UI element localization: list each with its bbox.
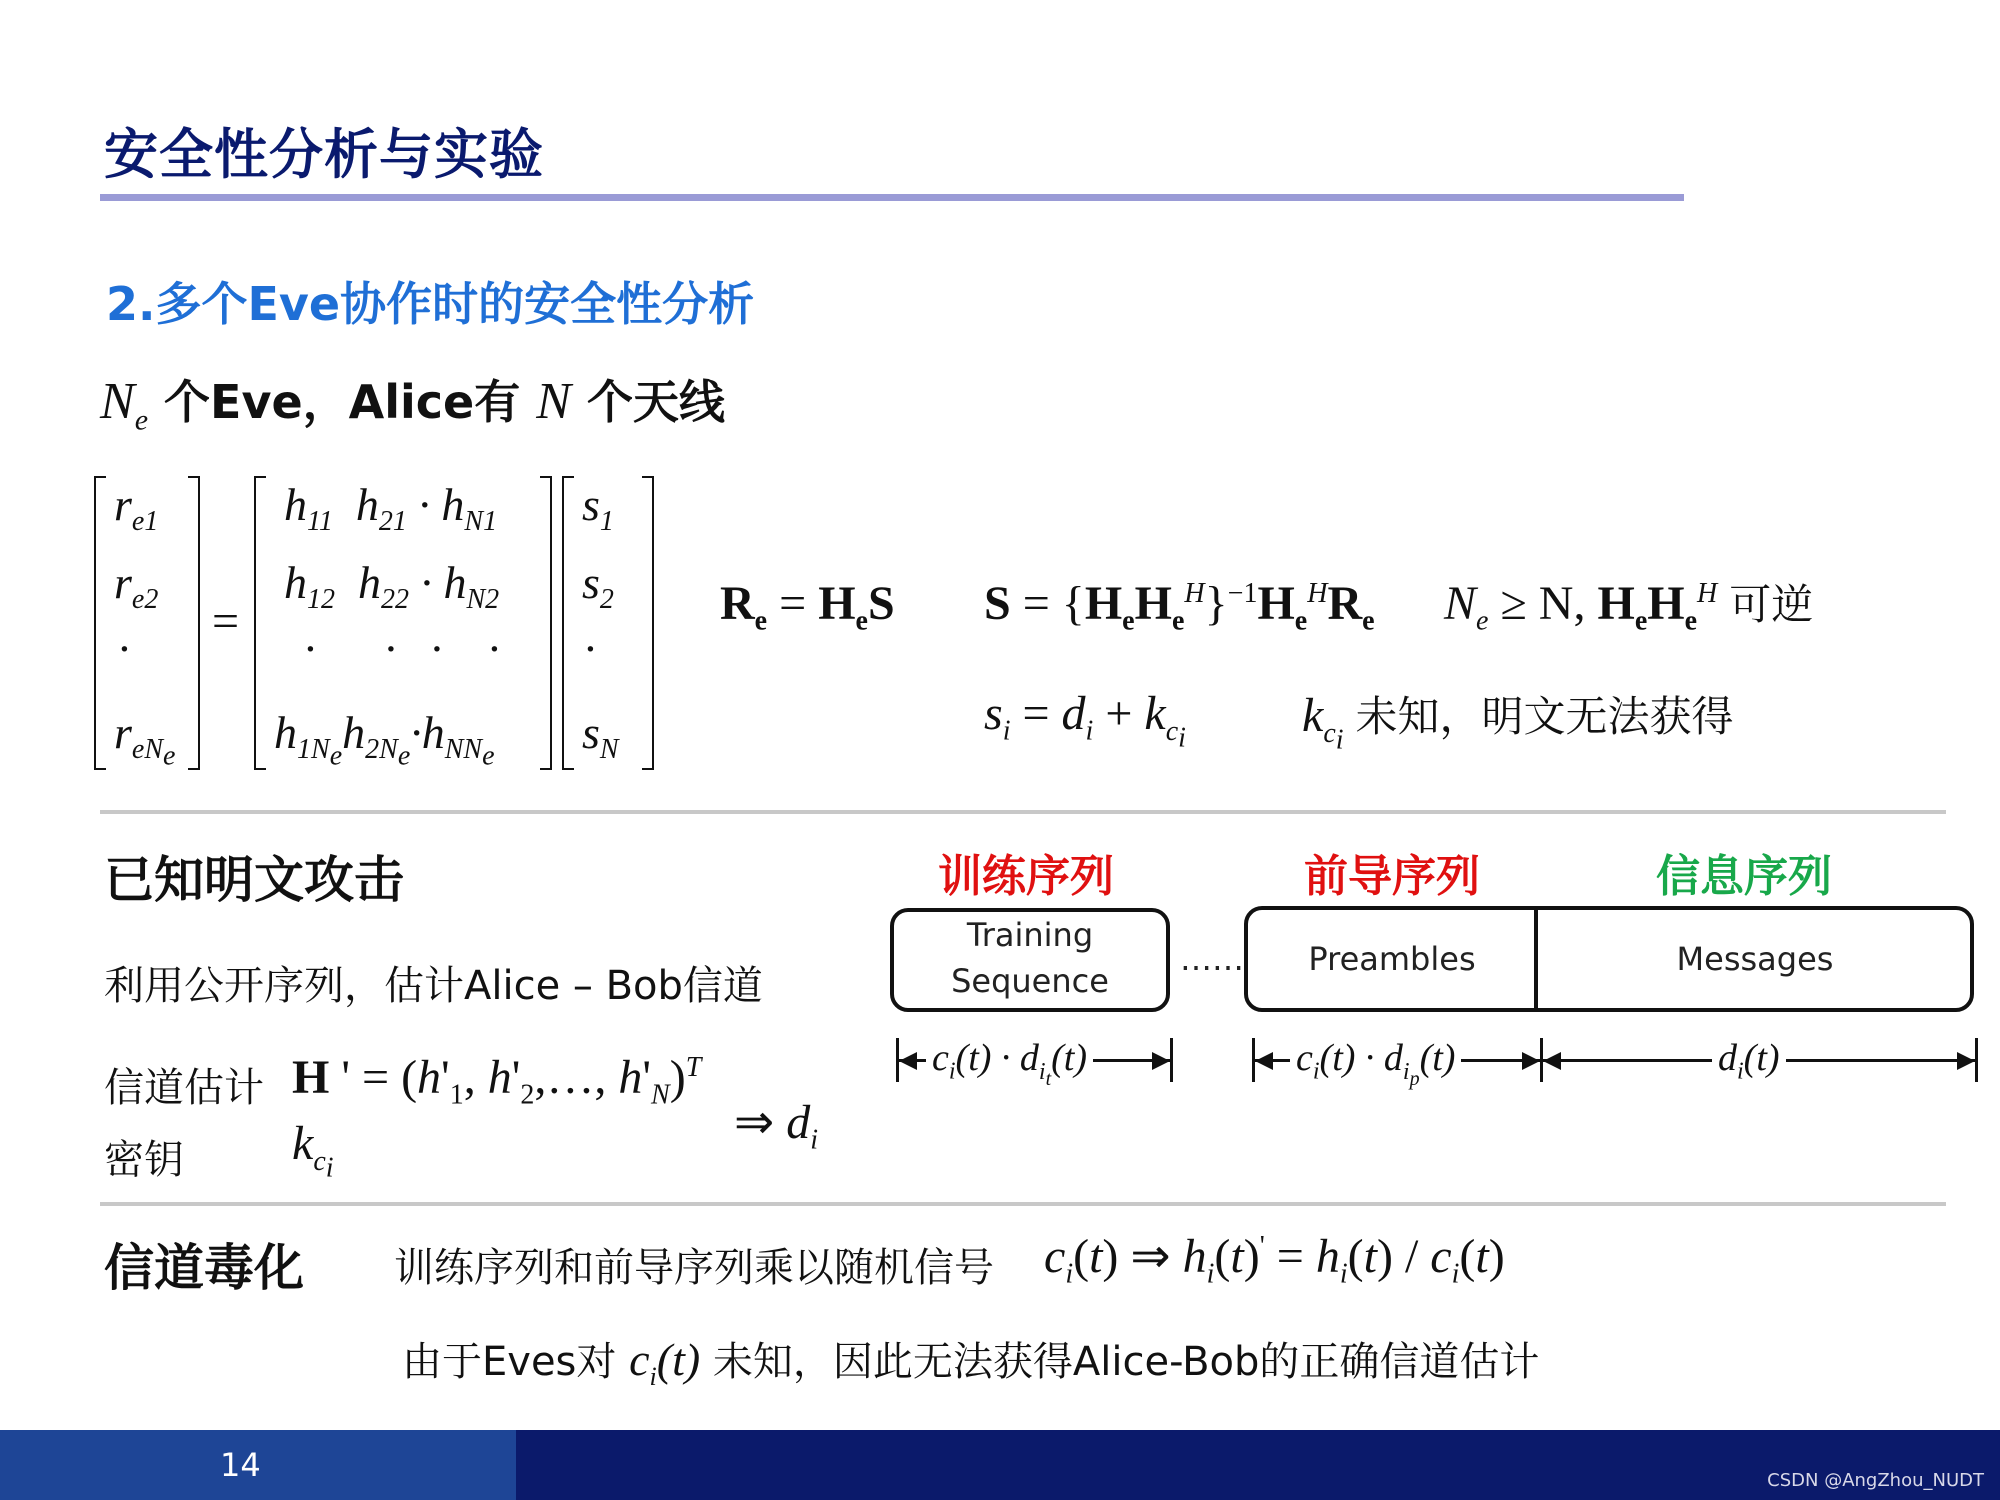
known-plaintext-line-1: 利用公开序列，估计Alice – Bob信道 — [104, 963, 763, 1009]
key-formula: $k_{c_i}$ — [292, 1117, 334, 1184]
dim-tick — [1975, 1038, 1978, 1082]
left-bracket — [94, 476, 106, 770]
frame-divider — [1534, 910, 1538, 1008]
dim-label-training: $c_i(t) \cdot d_{i_t}(t)$ — [926, 1036, 1093, 1090]
arrow-left-icon — [1543, 1052, 1561, 1070]
arrow-right-icon — [1152, 1052, 1170, 1070]
channel-estimate-label: 信道估计 — [104, 1065, 264, 1111]
channel-poisoning-formula: $c_i(t)$ ⇒ $h_i(t)' = h_i(t) / c_i(t)$ — [1044, 1230, 1505, 1290]
channel-poisoning-line-1: 训练序列和前导序列乘以随机信号 — [394, 1245, 994, 1291]
h-row-1: $h_{11}$ $h_{21} \cdot h_{N1}$ — [284, 479, 498, 538]
invertible-text: 可逆 — [1729, 580, 1814, 629]
matrix-equals: = — [212, 595, 240, 648]
section-divider — [100, 1202, 1946, 1206]
label-message-sequence: 信息序列 — [1656, 851, 1832, 902]
implies-di: ⇒ $d_i$ — [734, 1096, 818, 1156]
h-row-dots: · · · · — [304, 623, 500, 674]
kci-text: 未知，明文无法获得 — [1355, 692, 1734, 741]
known-plaintext-heading: 已知明文攻击 — [104, 851, 404, 909]
arrow-right-icon — [1522, 1052, 1540, 1070]
label-training-sequence: 训练序列 — [938, 851, 1114, 902]
r-dots: · — [118, 623, 130, 674]
page-title: 安全性分析与实验 — [104, 123, 544, 186]
left-bracket — [562, 476, 574, 770]
arrow-left-icon — [1255, 1052, 1273, 1070]
line2-suffix: 未知，因此无法获得Alice-Bob的正确信道估计 — [712, 1339, 1540, 1385]
equation-s: $S = \{H_eH_e^H\}^{-1}H_e^HR_e$ — [984, 577, 1375, 637]
setup-text-2: 个天线 — [586, 375, 725, 429]
setup-text-1: 个Eve，Alice有 — [164, 375, 521, 429]
equation-re: $R_e = H_eS$ — [720, 577, 895, 637]
watermark: CSDN @AngZhou_NUDT — [1767, 1470, 1984, 1491]
right-bracket — [188, 476, 200, 770]
line2-prefix: 由于Eves对 — [402, 1339, 617, 1385]
kci-statement: $k_{c_i}$ 未知，明文无法获得 — [1302, 689, 1734, 756]
dim-tick — [1170, 1038, 1173, 1082]
label-preamble-sequence: 前导序列 — [1304, 851, 1480, 902]
right-bracket — [642, 476, 654, 770]
messages-text: Messages — [1676, 940, 1834, 978]
arrow-right-icon — [1957, 1052, 1975, 1070]
h-row-n: $h_{1N_e}h_{2N_e}\cdot h_{NN_e}$ — [274, 707, 495, 772]
s-2: $s_2$ — [582, 557, 614, 616]
training-sequence-text-1: Training — [966, 916, 1094, 954]
sequence-ellipsis: …… — [1180, 940, 1244, 978]
arrow-left-icon — [899, 1052, 917, 1070]
s-dots: · — [584, 623, 596, 674]
section-heading: 2.多个Eve协作时的安全性分析 — [106, 277, 755, 331]
ne-symbol: $N_e$ — [100, 373, 149, 437]
page-number: 14 — [220, 1446, 261, 1484]
key-label: 密钥 — [104, 1137, 184, 1183]
training-sequence-text-2: Sequence — [951, 962, 1109, 1000]
r-eNe: $r_{eN_e}$ — [114, 707, 176, 772]
r-e1: $r_{e1}$ — [114, 479, 159, 538]
s-1: $s_1$ — [582, 479, 614, 538]
channel-estimate-formula: H ' = ($h'_1$, $h'_2,\dots$, $h'_N)^T$ — [292, 1051, 702, 1111]
r-e2: $r_{e2}$ — [114, 557, 159, 616]
section-divider — [100, 810, 1946, 814]
ci-t-symbol: $c_i(t)$ — [629, 1334, 701, 1392]
equation-si: $s_i = d_i + k_{c_i}$ — [984, 687, 1186, 754]
setup-statement — [100, 366, 725, 437]
n-symbol: N — [536, 373, 571, 430]
dim-label-message: $d_i(t)$ — [1712, 1036, 1786, 1086]
right-bracket — [540, 476, 552, 770]
dim-label-preamble: $c_i(t) \cdot d_{i_p}(t)$ — [1290, 1036, 1461, 1090]
preambles-text: Preambles — [1308, 940, 1476, 978]
channel-poisoning-line-2 — [402, 1330, 1539, 1392]
equation-condition: $N_e \ge N$, $H_eH_e^H$ 可逆 — [1444, 577, 1814, 637]
channel-poisoning-heading: 信道毒化 — [104, 1239, 304, 1297]
s-n: $s_N$ — [582, 707, 619, 766]
title-divider — [100, 194, 1684, 201]
h-row-2: $h_{12}$ $h_{22} \cdot h_{N2}$ — [284, 557, 500, 616]
left-bracket — [254, 476, 266, 770]
